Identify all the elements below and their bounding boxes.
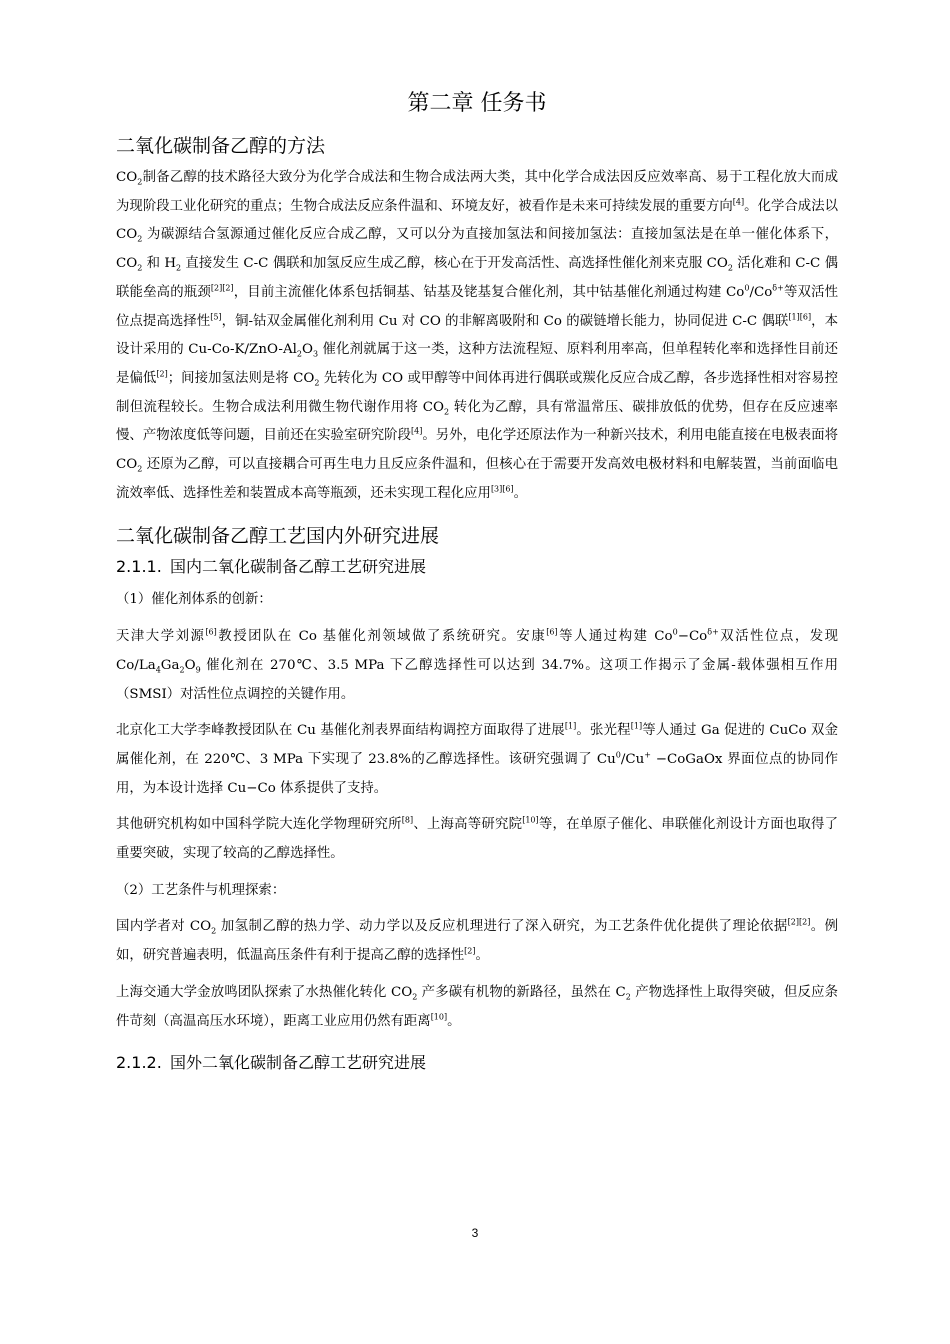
label-process-mechanism: （2）工艺条件与机理探索： — [116, 882, 286, 898]
paragraph-methods: $CO_2$制备乙醇的技术路径大致分为化学合成法和生物合成法两大类，其中化学合成法因反应效率高、易于工程化放大而成为现阶段工业化研究的重点；生物合成法反应条件温和、环境友好，被看作是未来可持续发展的重要方向[4]。化学合成法以 $CO_2$ 为碳源结合氢源通过催化反应合成乙醇，又可以分为直接加氢法和间接加氢法：直接加氢法是在单一催化体系下，$CO_2$ 和 $H_2$ 直接发生 C-C 偶联和加氢反应生成乙醇，核心在于开发高活性、高选择性催化剂来克服 $CO_2$ 活化难和 C-C 偶联能垒高的瓶颈[2][2]，目前主流催化体系包括铜基、钴基及铑基复合催化剂，其中钴基催化剂通过构建 $Co^0/Co^{\delta+}$等双活性位点提高选择性[5]，铜-钴双金属催化剂利用 Cu 对 CO 的非解离吸附和 Co 的碳链增长能力，协同促进 C-C 偶联[1][6]，本设计采用的 $Cu-Co-K/ZnO-Al_2O_3$ 催化剂就属于这一类，这种方法流程短、原料利用率高，但单程转化率和选择性目前还是偏低[2]；间接加氢法则是将 $CO_2$ 先转化为 CO 或甲醇等中间体再进行偶联或羰化反应合成乙醇，各步选择性相对容易控制但流程较长。生物合成法利用微生物代谢作用将 $CO_2$ 转化为乙醇，具有常温常压、碳排放低的优势，但存在反应速率慢、产物浓度低等问题，目前还在实验室研究阶段[4]。另外，电化学还原法作为一种新兴技术，利用电能直接在电极表面将 $CO_2$ 还原为乙醇，可以直接耦合可再生电力且反应条件温和，但核心在于需要开发高效电极材料和电解装置，当前面临电流效率低、选择性差和装置成本高等瓶颈，还未实现工程化应用[3][6]。 — [116, 170, 839, 501]
section-heading-research-progress: 二氧化碳制备乙醇工艺国内外研究进展 — [116, 525, 440, 548]
paragraph-shanghai-jiaotong: 上海交通大学金放鸣团队探索了水热催化转化 $CO_2$ 产多碳有机物的新路径，虽然在 $C_2$ 产物选择性上取得突破，但反应条件苛刻（高温高压水环境），距离工业应用仍然有距离[10]。 — [116, 984, 838, 1029]
paragraph-beijing: 北京化工大学李峰教授团队在 Cu 基催化剂表界面结构调控方面取得了进展[1]。张光程[1]等人通过 Ga 促进的 CuCo 双金属催化剂，在 220℃、3 MPa 下实现了 23.8%的乙醇选择性。该研究强调了 $Cu^0/Cu^+$ −CoGaOx 界面位点的协同作用，为本设计选择 Cu−Co 体系提供了支持。 — [116, 721, 838, 796]
paragraph-thermodynamics: 国内学者对 $CO_2$ 加氢制乙醇的热力学、动力学以及反应机理进行了深入研究，为工艺条件优化提供了理论依据[2][2]。例如，研究普遍表明，低温高压条件有利于提高乙醇的选择性[2]。 — [116, 918, 838, 964]
paragraph-tianjin: 天津大学刘源[6]教授团队在 Co 基催化剂领域做了系统研究。安康[6]等人通过构建 $Co^0-Co^{\delta+}$双活性位点，发现 $Co/La_4Ga_2O_9$ 催化剂在 270℃、3.5 MPa 下乙醇选择性可以达到 34.7%。这项工作揭示了金属-载体强相互作用（SMSI）对活性位点调控的关键作用。 — [116, 627, 839, 702]
subsection-heading-international: 2.1.2. 国外二氧化碳制备乙醇工艺研究进展 — [116, 1053, 427, 1073]
paragraph-other-institutes: 其他研究机构如中国科学院大连化学物理研究所[8]、上海高等研究院[10]等，在单原子催化、串联催化剂设计方面也取得了重要突破，实现了较高的乙醇选择性。 — [116, 815, 839, 862]
subsection-heading-domestic: 2.1.1. 国内二氧化碳制备乙醇工艺研究进展 — [116, 557, 427, 577]
page-number: 3 — [471, 1226, 479, 1240]
page-content — [116, 88, 838, 1082]
chapter-title: 第二章 任务书 — [407, 91, 547, 116]
section-heading-methods: 二氧化碳制备乙醇的方法 — [116, 135, 326, 157]
label-catalyst-innovation: （1）催化剂体系的创新： — [116, 592, 272, 608]
